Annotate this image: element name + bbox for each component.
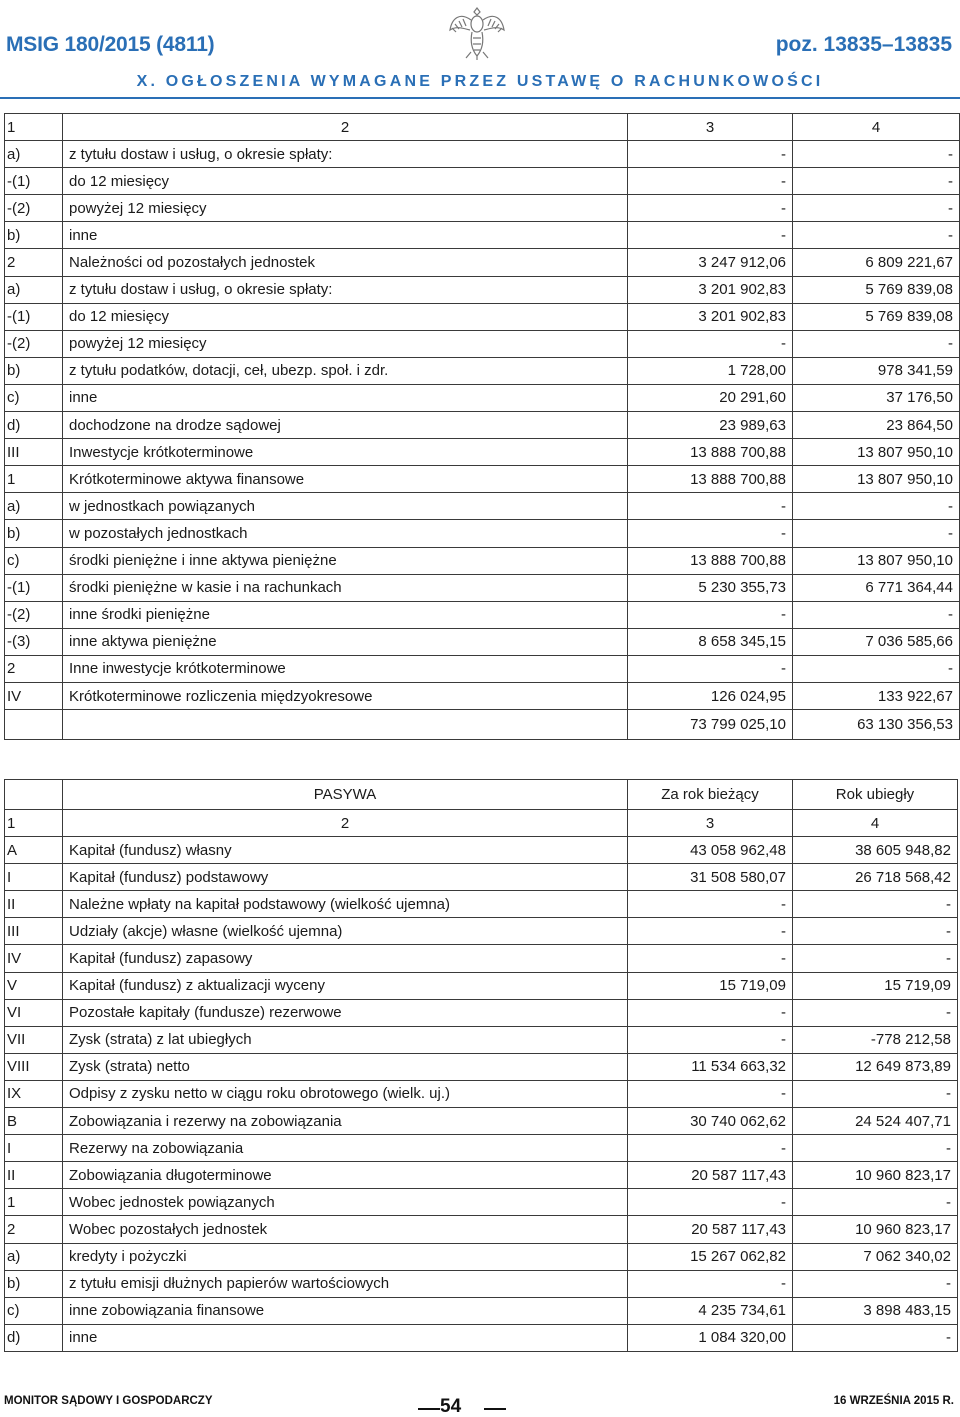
table-row-cell-1: 2 [5, 655, 63, 682]
table-row [5, 601, 960, 628]
issue-number: MSIG 180/2015 (4811) [6, 33, 215, 56]
table-row-cell-1: B [5, 1108, 63, 1135]
table-row-cell-3: 13 888 700,88 [628, 439, 793, 466]
table-row-cell-1: -(2) [5, 195, 63, 222]
table-row-cell-4: 23 864,50 [793, 412, 960, 439]
table-row-cell-2: inne [63, 1324, 628, 1351]
total-row [5, 710, 960, 740]
table-row-cell-2: Kapitał (fundusz) podstawowy [63, 864, 628, 891]
header-row-cell-4: Rok ubiegły [793, 780, 958, 810]
table-row-cell-2: Kapitał (fundusz) z aktualizacji wyceny [63, 972, 628, 999]
table-row-cell-3: 3 247 912,06 [628, 249, 793, 276]
header-row-cell-3: Za rok bieżący [628, 780, 793, 810]
table-row-cell-2: inne aktywa pieniężne [63, 628, 628, 655]
column-number-row-cell-3: 3 [628, 810, 793, 837]
table-row-cell-4: 3 898 483,15 [793, 1297, 958, 1324]
table-row-cell-3: - [628, 945, 793, 972]
table-row-cell-2: Odpisy z zysku netto w ciągu roku obrotowego (wielk. uj.) [63, 1080, 628, 1107]
table-row-cell-3: 3 201 902,83 [628, 303, 793, 330]
table-row-cell-3: - [628, 1189, 793, 1216]
table-row-cell-2: powyżej 12 miesięcy [63, 330, 628, 357]
table-row-cell-4: 15 719,09 [793, 972, 958, 999]
table-row [5, 1080, 958, 1107]
table-row-cell-2: Krótkoterminowe rozliczenia międzyokresowe [63, 682, 628, 709]
table-row-cell-1: d) [5, 1324, 63, 1351]
table-row-cell-4: - [793, 999, 958, 1026]
table-row-cell-2: środki pieniężne w kasie i na rachunkach [63, 574, 628, 601]
table-row [5, 1108, 958, 1135]
table-row-cell-1: III [5, 439, 63, 466]
table-row-cell-2: Udziały (akcje) własne (wielkość ujemna) [63, 918, 628, 945]
table-row-cell-3: - [628, 520, 793, 547]
publication-date: 16 WRZEŚNIA 2015 R. [833, 1395, 954, 1407]
table-row [5, 303, 960, 330]
table-row-cell-4: 24 524 407,71 [793, 1108, 958, 1135]
table-row-cell-1: 1 [5, 1189, 63, 1216]
table-row-cell-1: b) [5, 357, 63, 384]
table-row-cell-2: inne środki pieniężne [63, 601, 628, 628]
table-row-cell-3: - [628, 655, 793, 682]
table-row [5, 1297, 958, 1324]
page-number-rule-right [484, 1408, 506, 1410]
table-row-cell-3: 15 267 062,82 [628, 1243, 793, 1270]
table-row-cell-3: 13 888 700,88 [628, 547, 793, 574]
table-row-cell-3: - [628, 141, 793, 168]
table-row-cell-4: 5 769 839,08 [793, 276, 960, 303]
table-row-cell-4: 7 036 585,66 [793, 628, 960, 655]
table-row-cell-2: inne [63, 384, 628, 411]
table-row [5, 168, 960, 195]
table-row [5, 655, 960, 682]
total-row-cell-4: 63 130 356,53 [793, 710, 960, 740]
table-row [5, 574, 960, 601]
table-row-cell-4: - [793, 1324, 958, 1351]
table-row-cell-4: 13 807 950,10 [793, 547, 960, 574]
table-row-cell-4: - [793, 1135, 958, 1162]
table-row-cell-2: Zobowiązania długoterminowe [63, 1162, 628, 1189]
table-row-cell-1: VIII [5, 1053, 63, 1080]
table-row [5, 1216, 958, 1243]
table-row-cell-4: 12 649 873,89 [793, 1053, 958, 1080]
table-row-cell-1: IX [5, 1080, 63, 1107]
table-row-cell-1: a) [5, 141, 63, 168]
table-row-cell-1: b) [5, 1270, 63, 1297]
table-row [5, 972, 958, 999]
publication-name: MONITOR SĄDOWY I GOSPODARCZY [4, 1395, 213, 1407]
table-row-cell-4: 26 718 568,42 [793, 864, 958, 891]
table-row-cell-2: Krótkoterminowe aktywa finansowe [63, 466, 628, 493]
table-row [5, 1243, 958, 1270]
table-row [5, 384, 960, 411]
table-row-cell-3: 20 291,60 [628, 384, 793, 411]
table-row-cell-4: 133 922,67 [793, 682, 960, 709]
table-row [5, 195, 960, 222]
table-row-cell-2: Kapitał (fundusz) własny [63, 837, 628, 864]
table-row-cell-3: - [628, 1270, 793, 1297]
column-number-row [5, 810, 958, 837]
table-row-cell-2: inne [63, 222, 628, 249]
table-row [5, 1053, 958, 1080]
table-row-cell-3: - [628, 1135, 793, 1162]
table-row-cell-1: III [5, 918, 63, 945]
header-rule [0, 97, 960, 99]
table-row [5, 682, 960, 709]
table-row-cell-2: powyżej 12 miesięcy [63, 195, 628, 222]
table-row-cell-1: I [5, 1135, 63, 1162]
table-row-cell-4: - [793, 891, 958, 918]
table-row-cell-1: -(1) [5, 574, 63, 601]
table-row [5, 1135, 958, 1162]
table-row-cell-3: - [628, 1080, 793, 1107]
table-row-cell-4: - [793, 1189, 958, 1216]
table-row-cell-1: II [5, 891, 63, 918]
page-number: 54 [440, 1396, 462, 1417]
table-row-cell-2: Kapitał (fundusz) zapasowy [63, 945, 628, 972]
table-row [5, 1026, 958, 1053]
table-row [5, 276, 960, 303]
header-row-cell-2: PASYWA [63, 780, 628, 810]
table-row-cell-3: 8 658 345,15 [628, 628, 793, 655]
table-row [5, 837, 958, 864]
table-row-cell-1: -(2) [5, 330, 63, 357]
table-row-cell-3: - [628, 168, 793, 195]
table-row-cell-2: kredyty i pożyczki [63, 1243, 628, 1270]
table-row-cell-3: 43 058 962,48 [628, 837, 793, 864]
table-row-cell-3: - [628, 918, 793, 945]
table-row-cell-2: Inne inwestycje krótkoterminowe [63, 655, 628, 682]
table-row-cell-3: 20 587 117,43 [628, 1216, 793, 1243]
table-row [5, 918, 958, 945]
table-row-cell-4: - [793, 1080, 958, 1107]
table-row-cell-2: do 12 miesięcy [63, 168, 628, 195]
table-row-cell-2: dochodzone na drodze sądowej [63, 412, 628, 439]
table-row-cell-2: Pozostałe kapitały (fundusze) rezerwowe [63, 999, 628, 1026]
table-row-cell-1: a) [5, 1243, 63, 1270]
table-row-cell-2: Zysk (strata) netto [63, 1053, 628, 1080]
table-row-cell-1: c) [5, 547, 63, 574]
table-row-cell-1: -(1) [5, 168, 63, 195]
table-row-cell-2: Należne wpłaty na kapitał podstawowy (wielkość ujemna) [63, 891, 628, 918]
table-row-cell-1: -(1) [5, 303, 63, 330]
table-row [5, 1270, 958, 1297]
table-row-cell-1: b) [5, 222, 63, 249]
column-number-row [5, 114, 960, 141]
page-number-rule-left [418, 1408, 440, 1410]
table-row-cell-3: - [628, 222, 793, 249]
table-row-cell-2: z tytułu dostaw i usług, o okresie spłaty: [63, 141, 628, 168]
table-row-cell-3: 3 201 902,83 [628, 276, 793, 303]
table-row-cell-3: 1 084 320,00 [628, 1324, 793, 1351]
table-row-cell-1: a) [5, 276, 63, 303]
table-row [5, 439, 960, 466]
table-row [5, 141, 960, 168]
table-row [5, 1162, 958, 1189]
table-row-cell-3: - [628, 330, 793, 357]
table-row [5, 520, 960, 547]
table-row-cell-2: Zobowiązania i rezerwy na zobowiązania [63, 1108, 628, 1135]
polish-eagle-emblem-icon [446, 2, 508, 62]
table-row-cell-1: I [5, 864, 63, 891]
section-title: X. OGŁOSZENIA WYMAGANE PRZEZ USTAWĘ O RACHUNKOWOŚCI [136, 73, 824, 90]
table-row [5, 493, 960, 520]
table-row-cell-3: 31 508 580,07 [628, 864, 793, 891]
table-row-cell-2: Wobec jednostek powiązanych [63, 1189, 628, 1216]
table-row [5, 628, 960, 655]
table-row [5, 864, 958, 891]
header-row-cell-1 [5, 780, 63, 810]
table-row [5, 547, 960, 574]
table-row-cell-4: -778 212,58 [793, 1026, 958, 1053]
table-row [5, 249, 960, 276]
table-row-cell-4: 6 809 221,67 [793, 249, 960, 276]
column-number-row-cell-1: 1 [5, 810, 63, 837]
table-row-cell-1: V [5, 972, 63, 999]
table-row-cell-1: -(3) [5, 628, 63, 655]
table-row [5, 891, 958, 918]
table-row-cell-1: II [5, 1162, 63, 1189]
table-row [5, 1324, 958, 1351]
header-row [5, 780, 958, 810]
table-row-cell-4: 10 960 823,17 [793, 1162, 958, 1189]
table-row-cell-4: - [793, 141, 960, 168]
table-row-cell-1: 2 [5, 249, 63, 276]
table-row-cell-1: c) [5, 1297, 63, 1324]
column-number-row-cell-2: 2 [63, 114, 628, 141]
table-row-cell-1: d) [5, 412, 63, 439]
table-row-cell-1: VII [5, 1026, 63, 1053]
total-row-cell-1 [5, 710, 63, 740]
table-row-cell-3: 23 989,63 [628, 412, 793, 439]
table-row-cell-1: IV [5, 945, 63, 972]
column-number-row-cell-2: 2 [63, 810, 628, 837]
table-row [5, 466, 960, 493]
table-row-cell-2: Należności od pozostałych jednostek [63, 249, 628, 276]
table-row-cell-1: a) [5, 493, 63, 520]
table-row-cell-4: 6 771 364,44 [793, 574, 960, 601]
assets-table [4, 113, 960, 740]
table-row-cell-4: - [793, 493, 960, 520]
table-row-cell-4: - [793, 655, 960, 682]
table-row-cell-4: - [793, 168, 960, 195]
table-row-cell-2: Wobec pozostałych jednostek [63, 1216, 628, 1243]
total-row-cell-2 [63, 710, 628, 740]
table-row-cell-3: 30 740 062,62 [628, 1108, 793, 1135]
table-row-cell-4: - [793, 222, 960, 249]
table-row-cell-1: c) [5, 384, 63, 411]
table-row-cell-4: - [793, 330, 960, 357]
table-row [5, 1189, 958, 1216]
column-number-row-cell-4: 4 [793, 810, 958, 837]
table-row-cell-2: Rezerwy na zobowiązania [63, 1135, 628, 1162]
table-row-cell-2: w pozostałych jednostkach [63, 520, 628, 547]
table-row-cell-4: 5 769 839,08 [793, 303, 960, 330]
position-number: poz. 13835–13835 [775, 33, 952, 56]
table-row-cell-4: - [793, 918, 958, 945]
liabilities-table [4, 779, 958, 1352]
table-row-cell-1: 2 [5, 1216, 63, 1243]
table-row-cell-2: do 12 miesięcy [63, 303, 628, 330]
table-row-cell-3: - [628, 999, 793, 1026]
table-row-cell-2: z tytułu podatków, dotacji, ceł, ubezp. społ. i zdr. [63, 357, 628, 384]
table-row-cell-3: - [628, 891, 793, 918]
column-number-row-cell-4: 4 [793, 114, 960, 141]
table-row-cell-4: - [793, 1270, 958, 1297]
table-row [5, 357, 960, 384]
table-row-cell-3: 1 728,00 [628, 357, 793, 384]
table-row-cell-4: 978 341,59 [793, 357, 960, 384]
table-row-cell-1: A [5, 837, 63, 864]
table-row-cell-2: środki pieniężne i inne aktywa pieniężne [63, 547, 628, 574]
table-row-cell-3: 5 230 355,73 [628, 574, 793, 601]
table-row-cell-3: - [628, 195, 793, 222]
table-row-cell-4: 13 807 950,10 [793, 439, 960, 466]
table-row-cell-2: z tytułu emisji dłużnych papierów wartościowych [63, 1270, 628, 1297]
table-row-cell-3: - [628, 493, 793, 520]
column-number-row-cell-1: 1 [5, 114, 63, 141]
table-row-cell-1: b) [5, 520, 63, 547]
table-row-cell-2: Zysk (strata) z lat ubiegłych [63, 1026, 628, 1053]
table-row-cell-4: - [793, 520, 960, 547]
table-row [5, 412, 960, 439]
table-row-cell-2: z tytułu dostaw i usług, o okresie spłaty: [63, 276, 628, 303]
table-row-cell-4: - [793, 945, 958, 972]
table-row-cell-1: -(2) [5, 601, 63, 628]
table-row-cell-4: 38 605 948,82 [793, 837, 958, 864]
column-number-row-cell-3: 3 [628, 114, 793, 141]
table-row-cell-1: IV [5, 682, 63, 709]
table-row-cell-4: 37 176,50 [793, 384, 960, 411]
table-row-cell-4: - [793, 195, 960, 222]
table-row-cell-2: Inwestycje krótkoterminowe [63, 439, 628, 466]
table-row-cell-3: 11 534 663,32 [628, 1053, 793, 1080]
table-row-cell-3: 13 888 700,88 [628, 466, 793, 493]
table-row [5, 945, 958, 972]
table-row [5, 330, 960, 357]
table-row-cell-1: 1 [5, 466, 63, 493]
table-row-cell-3: 4 235 734,61 [628, 1297, 793, 1324]
table-row-cell-3: 20 587 117,43 [628, 1162, 793, 1189]
table-row-cell-4: - [793, 601, 960, 628]
table-row-cell-1: VI [5, 999, 63, 1026]
total-row-cell-3: 73 799 025,10 [628, 710, 793, 740]
table-row [5, 222, 960, 249]
table-row-cell-3: 15 719,09 [628, 972, 793, 999]
table-row-cell-3: 126 024,95 [628, 682, 793, 709]
table-row-cell-4: 7 062 340,02 [793, 1243, 958, 1270]
table-row-cell-2: inne zobowiązania finansowe [63, 1297, 628, 1324]
table-row-cell-3: - [628, 601, 793, 628]
table-row-cell-3: - [628, 1026, 793, 1053]
table-row-cell-2: w jednostkach powiązanych [63, 493, 628, 520]
table-row [5, 999, 958, 1026]
table-row-cell-4: 10 960 823,17 [793, 1216, 958, 1243]
table-row-cell-4: 13 807 950,10 [793, 466, 960, 493]
